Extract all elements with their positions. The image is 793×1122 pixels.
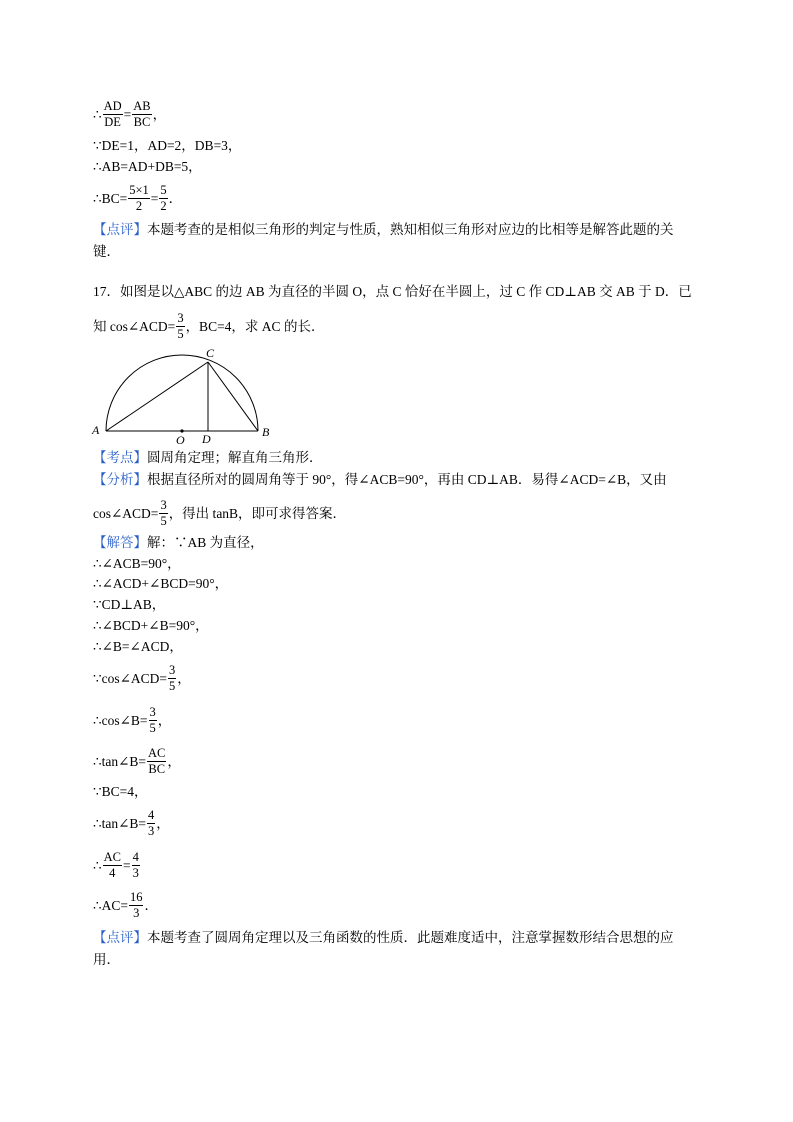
denominator: 3 [132,866,139,881]
fraction-3-5 [168,664,176,693]
equals-sign: = [150,190,159,206]
fenxi-tail: ，得出 tanB，即可求得答案． [168,505,347,521]
numerator: 5×1 [128,184,150,199]
denominator: 4 [109,866,116,881]
solution-step: ∴∠B=∠ACD， [93,639,183,654]
fraction-4-3 [147,809,155,838]
kaodian-text: 圆周角定理；解直角三角形． [147,450,323,465]
denominator: DE [104,115,121,130]
denominator: 3 [133,906,140,921]
numerator: 16 [129,891,144,906]
denominator: BC [133,115,151,130]
solution-step [93,706,171,735]
q17-comment [93,927,698,971]
denominator: 5 [149,721,156,736]
solution-step [93,747,181,776]
jieda-line [93,536,264,550]
solution-step: ∴∠BCD+∠B=90°， [93,618,209,633]
denominator: 2 [135,199,143,214]
punctuation: ． [144,897,158,913]
fraction-5-2 [159,184,167,213]
denominator: 3 [148,824,155,839]
kaodian-line [93,451,323,465]
comment-tag: 【点评】 [93,930,147,945]
fraction-ac-4 [103,851,122,880]
fenxi-line-cont [93,499,346,528]
numerator: 4 [147,809,155,824]
semicircle-arc [106,355,258,431]
denominator: 2 [160,199,167,214]
denominator: 5 [177,327,184,342]
solution-step: ∴∠ACB=90°， [93,556,181,571]
fraction-ad-de [103,100,123,129]
given-line: ∵DE=1，AD=2，DB=3， [93,138,242,153]
fenxi-line [93,473,667,487]
solution-step [93,851,141,880]
semicircle-diagram [88,340,278,450]
numerator: 3 [176,312,184,327]
solution-step: ∵CD⊥AB， [93,597,166,612]
fenxi-text: 根据直径所对的圆周角等于 90°，得∠ACB=90°，再由 CD⊥AB．易得∠ACD=∠B，又由 [147,472,667,487]
denominator: 5 [169,679,176,694]
numerator: AD [103,100,123,115]
denominator: BC [148,762,166,777]
fraction-3-5 [159,499,167,528]
label-c: C [206,346,215,360]
punctuation: ， [167,753,181,769]
prev-comment [93,219,698,263]
cos-acd-label: cos∠ACD= [93,505,159,521]
numerator: AC [103,851,122,866]
segment-ac [106,362,208,431]
equals-sign: = [123,106,132,122]
punctuation: ． [168,190,183,206]
punctuation: ， [152,106,167,122]
label-b: B [262,425,270,439]
comment-tag: 【点评】 [93,222,147,237]
step-prefix: ∴AC= [93,897,128,913]
punctuation: ， [157,712,172,728]
solution-step: ∵BC=4， [93,784,148,799]
fraction-3-5 [176,312,184,341]
fraction-16-3 [129,891,144,920]
numerator: 3 [168,664,176,679]
solution-step [93,809,170,838]
numerator: 3 [149,706,157,721]
label-a: A [92,423,100,437]
comment-text: 本题考查的是相似三角形的判定与性质，熟知相似三角形对应边的比相等是解答此题的关键． [93,222,674,259]
statement-tail: ，BC=4，求 AC 的长． [185,318,325,334]
label-d: D [202,432,211,446]
ab-sum-line: ∴AB=AD+DB=5， [93,159,202,174]
step-prefix: ∴tan∠B= [93,753,147,769]
therefore-symbol: ∴ [93,857,102,873]
numerator: 3 [159,499,167,514]
label-o: O [176,433,185,447]
solution-step [93,664,191,693]
fenxi-tag: 【分析】 [93,472,147,487]
kaodian-tag: 【考点】 [93,450,147,465]
step-prefix: ∴cos∠B= [93,712,148,728]
comment-text: 本题考查了圆周角定理以及三角函数的性质．此题难度适中，注意掌握数形结合思想的应用． [93,930,674,967]
problem-17-statement: 17．如图是以△ABC 的边 AB 为直径的半圆 O，点 C 恰好在半圆上，过 C 作 CD⊥AB 交 AB 于 D．已 [93,284,692,299]
jieda-tag: 【解答】 [93,535,147,550]
fraction-ab-bc [132,100,151,129]
jieda-text: 解：∵AB 为直径， [147,535,264,550]
punctuation: ， [177,670,191,686]
numerator: AC [147,747,166,762]
step-prefix: ∴tan∠B= [93,815,147,831]
punctuation: ， [156,815,170,831]
step-prefix: ∵cos∠ACD= [93,670,168,686]
numerator: 5 [159,184,167,199]
fraction-5x1-2 [128,184,150,213]
fraction-4-3 [132,851,140,880]
problem-17-statement-cont [93,312,324,341]
solution-step: ∴∠ACD+∠BCD=90°， [93,576,229,591]
denominator: 5 [160,514,167,529]
fraction-3-5 [149,706,157,735]
ratio-line [93,100,166,129]
solution-step [93,891,158,920]
therefore-symbol: ∴ [93,106,102,122]
equals-sign: = [122,857,131,873]
bc-result-line [93,184,182,213]
numerator: 4 [132,851,140,866]
cos-acd-label: 知 cos∠ACD= [93,318,176,334]
fraction-ac-bc [147,747,166,776]
bc-label: ∴BC= [93,190,128,206]
numerator: AB [132,100,151,115]
